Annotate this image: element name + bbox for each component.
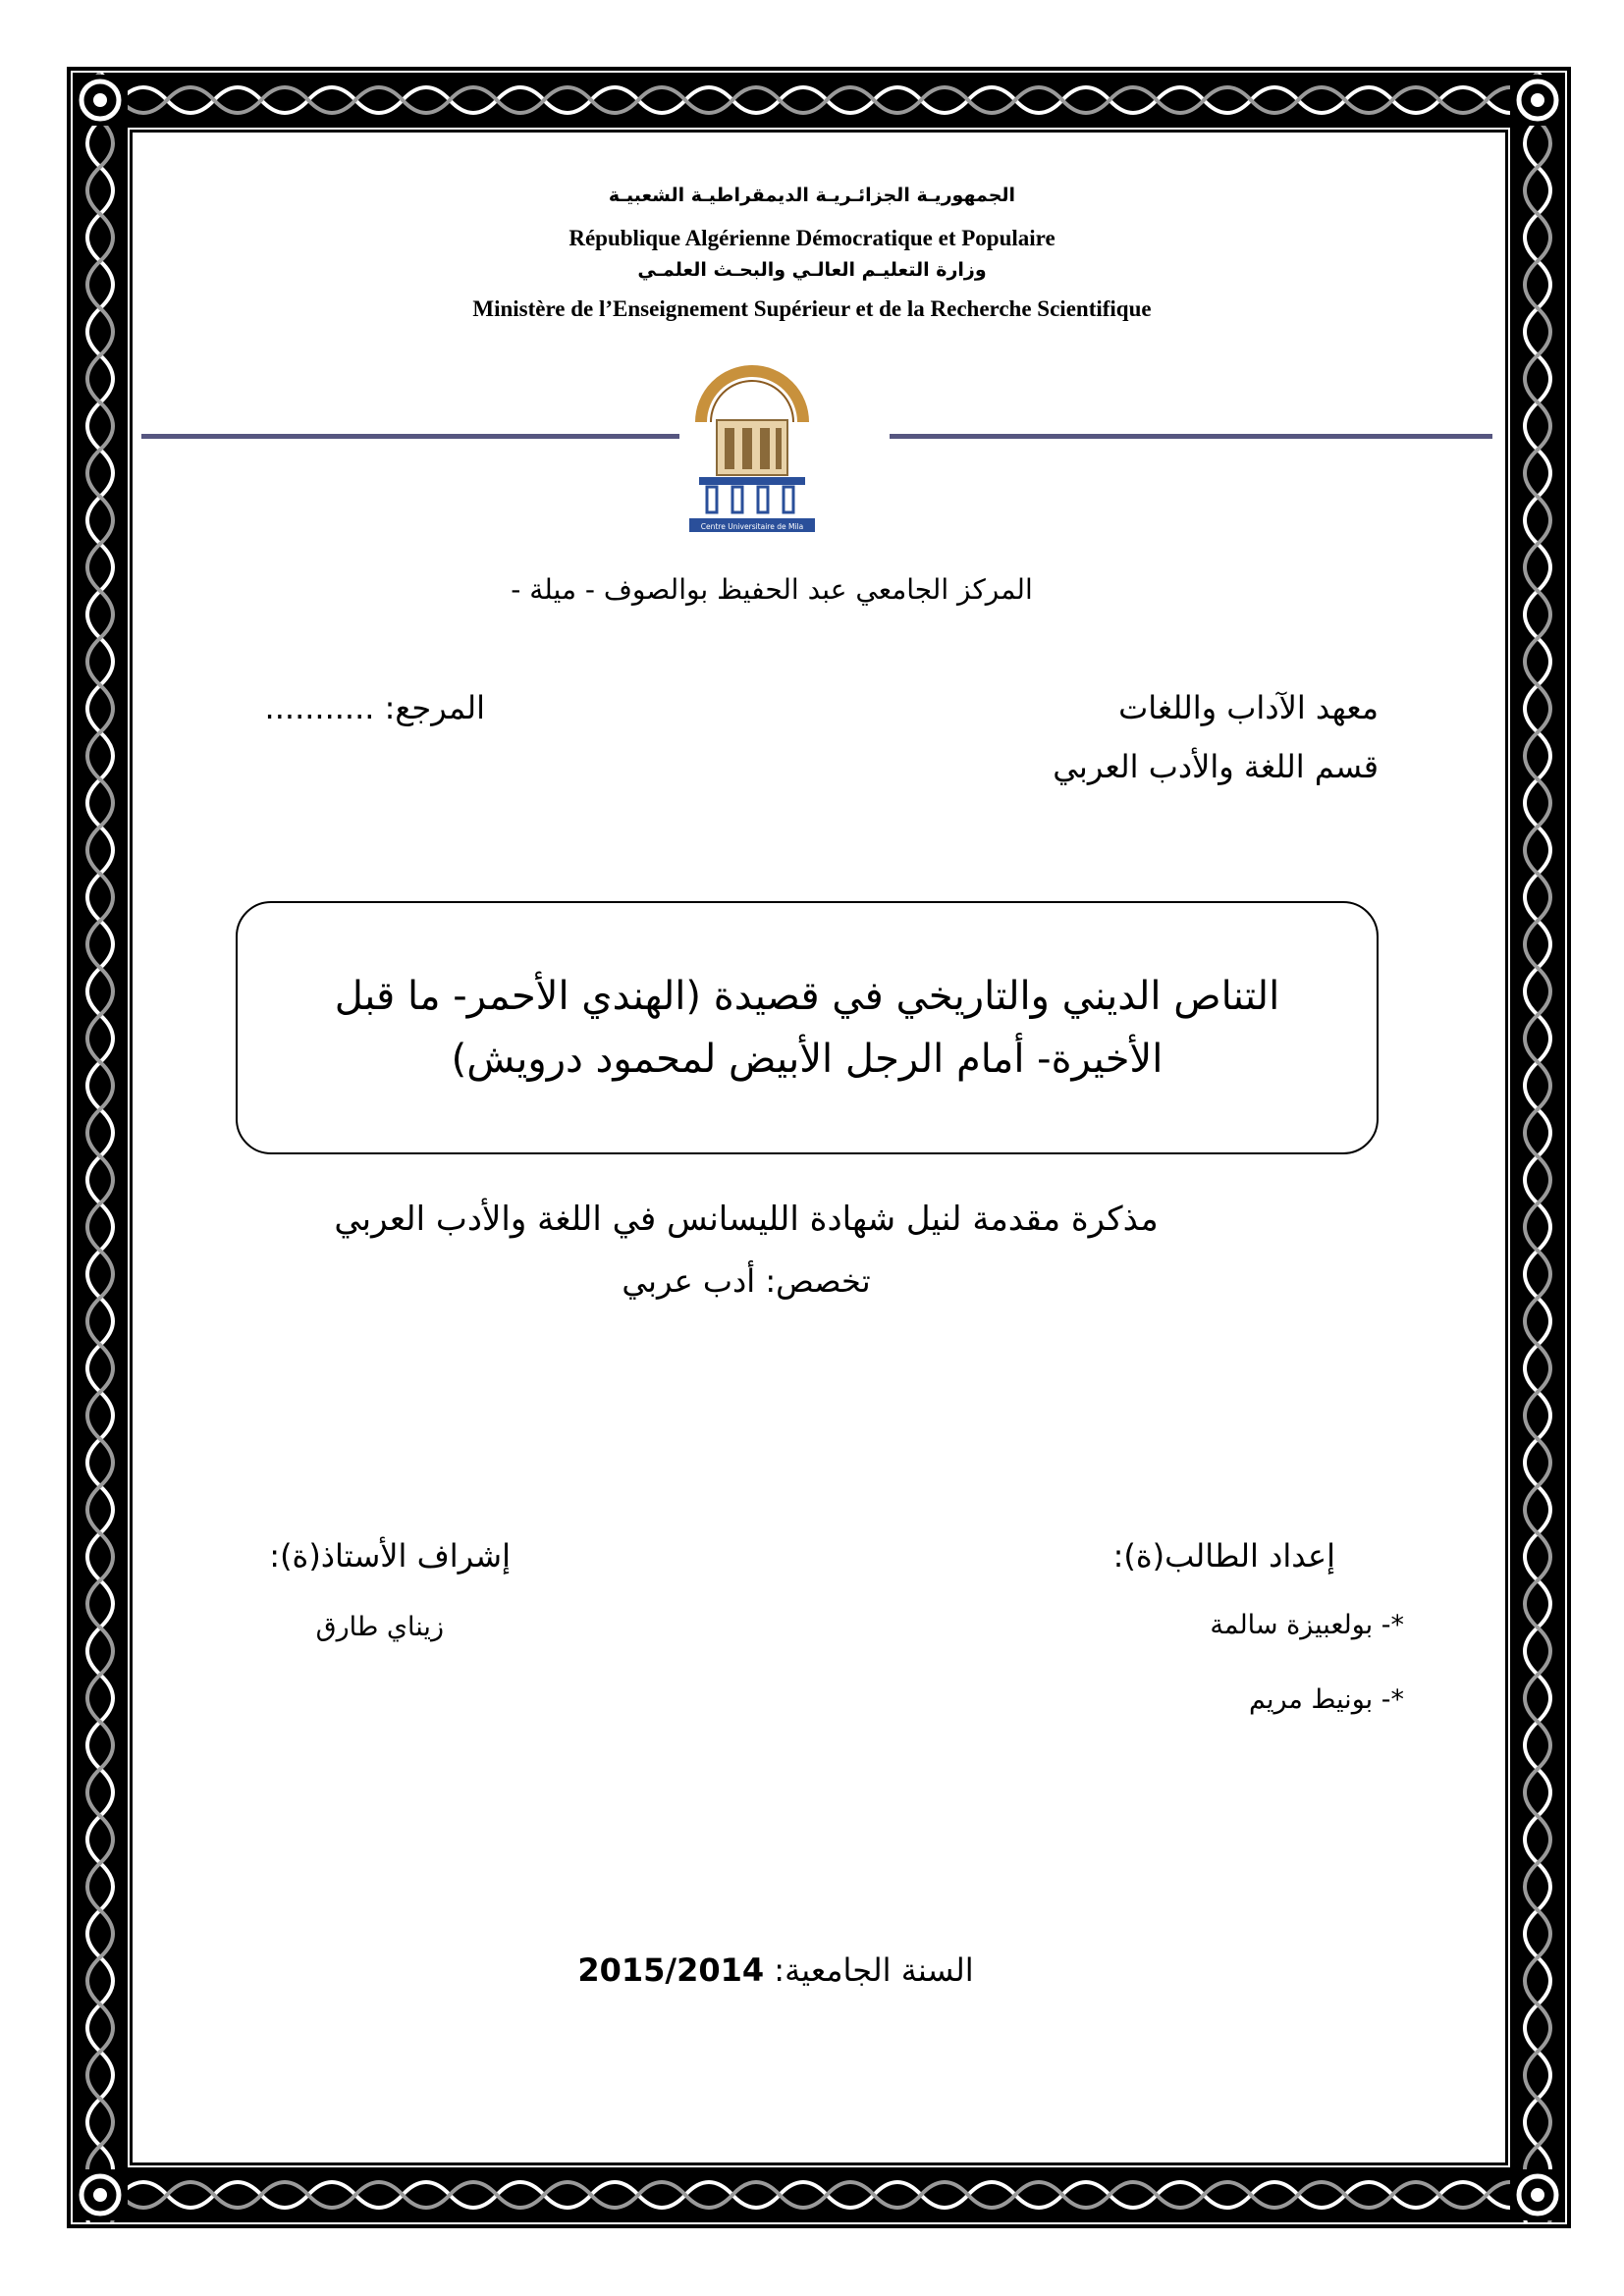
republic-french: République Algérienne Démocratique et Populaire [568,226,1056,250]
thesis-title-box [236,901,1379,1154]
academic-year-value: 2015/2014 [577,1951,765,1989]
border-bottom-band [73,2167,1565,2222]
corner-ornament-icon [75,2169,126,2220]
logo-caption: Centre Universitaire de Mila [700,522,804,531]
department-name: قسم اللغة والأدب العربي [1053,748,1379,785]
academic-year-label: السنة الجامعية: [774,1951,974,1989]
supervisor-name: زيناي طارق [315,1612,444,1642]
border-right-band [1510,73,1565,2222]
ministry-french: Ministère de l’Enseignement Supérieur et de la Recherche Scientifique [472,296,1152,321]
university-logo [687,361,817,536]
border-top-band [73,73,1565,128]
corner-ornament-icon [1512,2169,1563,2220]
corner-ornament-icon [75,75,126,126]
degree-statement: مذكرة مقدمة لنيل شهادة الليسانس في اللغة والأدب العربي [334,1200,1159,1239]
border-left-band [73,73,128,2222]
supervisor-label: إشراف الأستاذ(ة): [269,1537,511,1575]
student-name: *- بونيط مريم [1248,1684,1404,1715]
students-label: إعداد الطالب(ة): [1112,1537,1335,1575]
divider-right [890,434,1492,439]
reference-field: المرجع: ........... [264,689,485,726]
divider-left [141,434,679,439]
academic-year [550,1951,1001,1989]
student-name: *- بولعبيزة سالمة [1210,1610,1404,1640]
republic-arabic: الجمهوريـة الجزائـريـة الديمقراطيـة الشعبيـة [608,185,1016,206]
university-center: المركز الجامعي عبد الحفيظ بوالصوف - ميلة - [511,573,1033,606]
ministry-arabic: وزارة التعليـم العالـي والبحـث العلمـي [637,259,987,281]
thesis-title-line-2: الأخيرة- أمام الرجل الأبيض لمحمود درويش) [451,1037,1164,1082]
specialty: تخصص: أدب عربي [622,1262,871,1300]
institute-name: معهد الآداب واللغات [1118,689,1379,726]
thesis-title-line-1: التناص الديني والتاريخي في قصيدة (الهندي الأحمر- ما قبل [334,974,1280,1019]
corner-ornament-icon [1512,75,1563,126]
